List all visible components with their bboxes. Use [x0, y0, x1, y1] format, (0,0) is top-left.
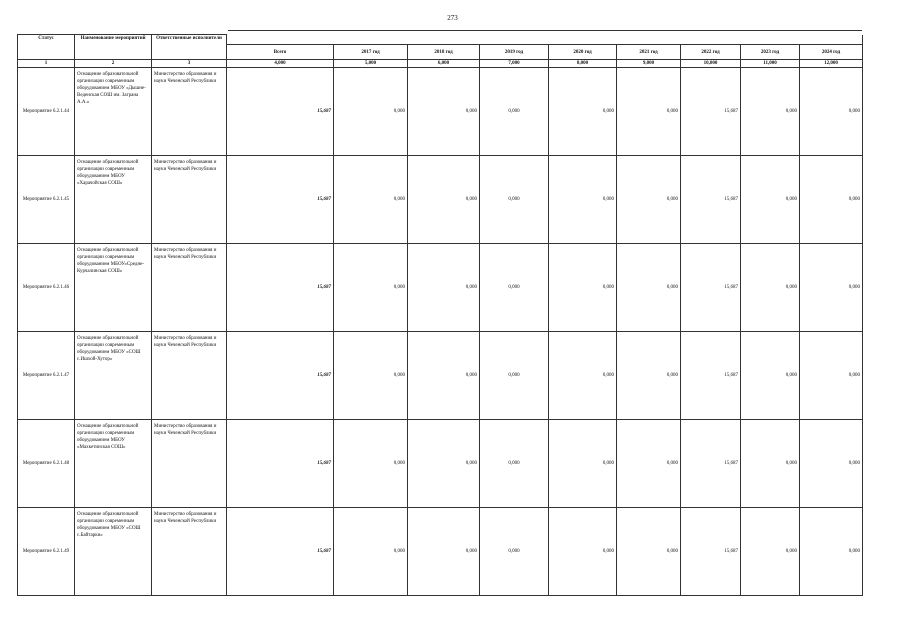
row-total: 15,687 [227, 68, 334, 156]
row-name: Оснащение образовательной организации современным оборудованием МБОУ «Харачойская СОШ» [75, 156, 152, 244]
row-value: 0,000 [549, 508, 617, 596]
header-name: Наименование мероприятий [75, 35, 152, 60]
index-cell: 6,000 [408, 60, 480, 68]
row-value: 0,000 [800, 508, 863, 596]
header-col-0: Всего [227, 45, 334, 60]
row-value: 0,000 [334, 332, 408, 420]
index-cell: 2 [75, 60, 152, 68]
index-cell: 7,000 [480, 60, 549, 68]
table-row [18, 156, 863, 244]
row-value: 0,000 [741, 68, 800, 156]
index-cell: 11,000 [741, 60, 800, 68]
header-status: Статус [18, 35, 75, 60]
row-status: Мероприятие 6.2.1.45 [18, 156, 75, 244]
row-value: 0,000 [334, 68, 408, 156]
row-value: 0,000 [480, 68, 549, 156]
row-value: 0,000 [549, 68, 617, 156]
row-name: Оснащение образовательной организации современным оборудованием МБОУ «Дышне-Веденская СОШ им. Заграна А.А.» [75, 68, 152, 156]
table-row [18, 68, 863, 156]
row-value: 0,000 [480, 508, 549, 596]
row-value: 0,000 [334, 156, 408, 244]
row-value: 0,000 [617, 244, 681, 332]
row-value: 0,000 [617, 332, 681, 420]
budget-table [17, 34, 863, 596]
row-total: 15,687 [227, 156, 334, 244]
header-col-8: 2024 год [800, 45, 863, 60]
header-col-7: 2023 год [741, 45, 800, 60]
row-value: 0,000 [408, 332, 480, 420]
row-value: 0,000 [408, 244, 480, 332]
row-value: 0,000 [549, 332, 617, 420]
row-value: 0,000 [334, 420, 408, 508]
row-value: 0,000 [549, 420, 617, 508]
row-value: 0,000 [480, 244, 549, 332]
table-row [18, 332, 863, 420]
row-responsible: Министерство образования и науки Чеченской Республики [152, 332, 227, 420]
row-value: 0,000 [741, 508, 800, 596]
row-responsible: Министерство образования и науки Чеченской Республики [152, 420, 227, 508]
header-col-3: 2019 год [480, 45, 549, 60]
row-responsible: Министерство образования и науки Чеченской Республики [152, 244, 227, 332]
row-value: 0,000 [549, 156, 617, 244]
row-value: 0,000 [617, 68, 681, 156]
row-value: 15,687 [681, 332, 741, 420]
row-status: Мероприятие 6.2.1.47 [18, 332, 75, 420]
row-value: 0,000 [617, 156, 681, 244]
row-value: 0,000 [334, 508, 408, 596]
index-cell: 5,000 [334, 60, 408, 68]
header-col-1: 2017 год [334, 45, 408, 60]
row-value: 0,000 [800, 244, 863, 332]
header-col-4: 2020 год [549, 45, 617, 60]
row-value: 0,000 [408, 68, 480, 156]
row-value: 0,000 [741, 420, 800, 508]
index-cell: 12,000 [800, 60, 863, 68]
index-cell: 8,000 [549, 60, 617, 68]
row-total: 15,687 [227, 244, 334, 332]
index-cell: 1 [18, 60, 75, 68]
row-value: 15,687 [681, 68, 741, 156]
row-name: Оснащение образовательной организации современным оборудованием МБОУ«Средне-Курчалинская СОШ» [75, 244, 152, 332]
row-name: Оснащение образовательной организации современным оборудованием МБОУ «СОШ с.Ишхой-Хутор» [75, 332, 152, 420]
row-status: Мероприятие 6.2.1.48 [18, 420, 75, 508]
row-value: 0,000 [408, 156, 480, 244]
row-total: 15,687 [227, 508, 334, 596]
row-value: 0,000 [617, 420, 681, 508]
table-row [18, 420, 863, 508]
index-cell: 9,000 [617, 60, 681, 68]
index-cell: 4,000 [227, 60, 334, 68]
row-value: 0,000 [549, 244, 617, 332]
row-value: 0,000 [617, 508, 681, 596]
row-status: Мероприятие 6.2.1.44 [18, 68, 75, 156]
header-responsible: Ответственные исполнители [152, 35, 227, 60]
header-col-6: 2022 год [681, 45, 741, 60]
header-top-rule [228, 30, 862, 31]
row-value: 0,000 [408, 508, 480, 596]
row-value: 0,000 [408, 420, 480, 508]
row-status: Мероприятие 6.2.1.49 [18, 508, 75, 596]
header-col-2: 2018 год [408, 45, 480, 60]
row-status: Мероприятие 6.2.1.46 [18, 244, 75, 332]
row-value: 0,000 [480, 420, 549, 508]
row-value: 0,000 [741, 244, 800, 332]
row-value: 15,687 [681, 508, 741, 596]
row-value: 0,000 [800, 156, 863, 244]
index-cell: 10,000 [681, 60, 741, 68]
row-value: 0,000 [741, 332, 800, 420]
table-row [18, 508, 863, 596]
header-col-5: 2021 год [617, 45, 681, 60]
row-value: 15,687 [681, 156, 741, 244]
row-total: 15,687 [227, 332, 334, 420]
page-number: 273 [447, 14, 458, 22]
row-name: Оснащение образовательной организации современным оборудованием МБОУ «СОШ с.Байтарки» [75, 508, 152, 596]
row-responsible: Министерство образования и науки Чеченской Республики [152, 156, 227, 244]
header-spacer [227, 35, 863, 45]
index-cell: 3 [152, 60, 227, 68]
row-responsible: Министерство образования и науки Чеченской Республики [152, 508, 227, 596]
row-responsible: Министерство образования и науки Чеченской Республики [152, 68, 227, 156]
row-total: 15,687 [227, 420, 334, 508]
row-value: 15,687 [681, 420, 741, 508]
row-value: 0,000 [334, 244, 408, 332]
row-value: 0,000 [741, 156, 800, 244]
row-value: 0,000 [800, 68, 863, 156]
row-name: Оснащение образовательной организации современным оборудованием МБОУ «Махкетинская СОШ» [75, 420, 152, 508]
row-value: 0,000 [480, 332, 549, 420]
row-value: 15,687 [681, 244, 741, 332]
row-value: 0,000 [800, 332, 863, 420]
row-value: 0,000 [480, 156, 549, 244]
table-row [18, 244, 863, 332]
row-value: 0,000 [800, 420, 863, 508]
